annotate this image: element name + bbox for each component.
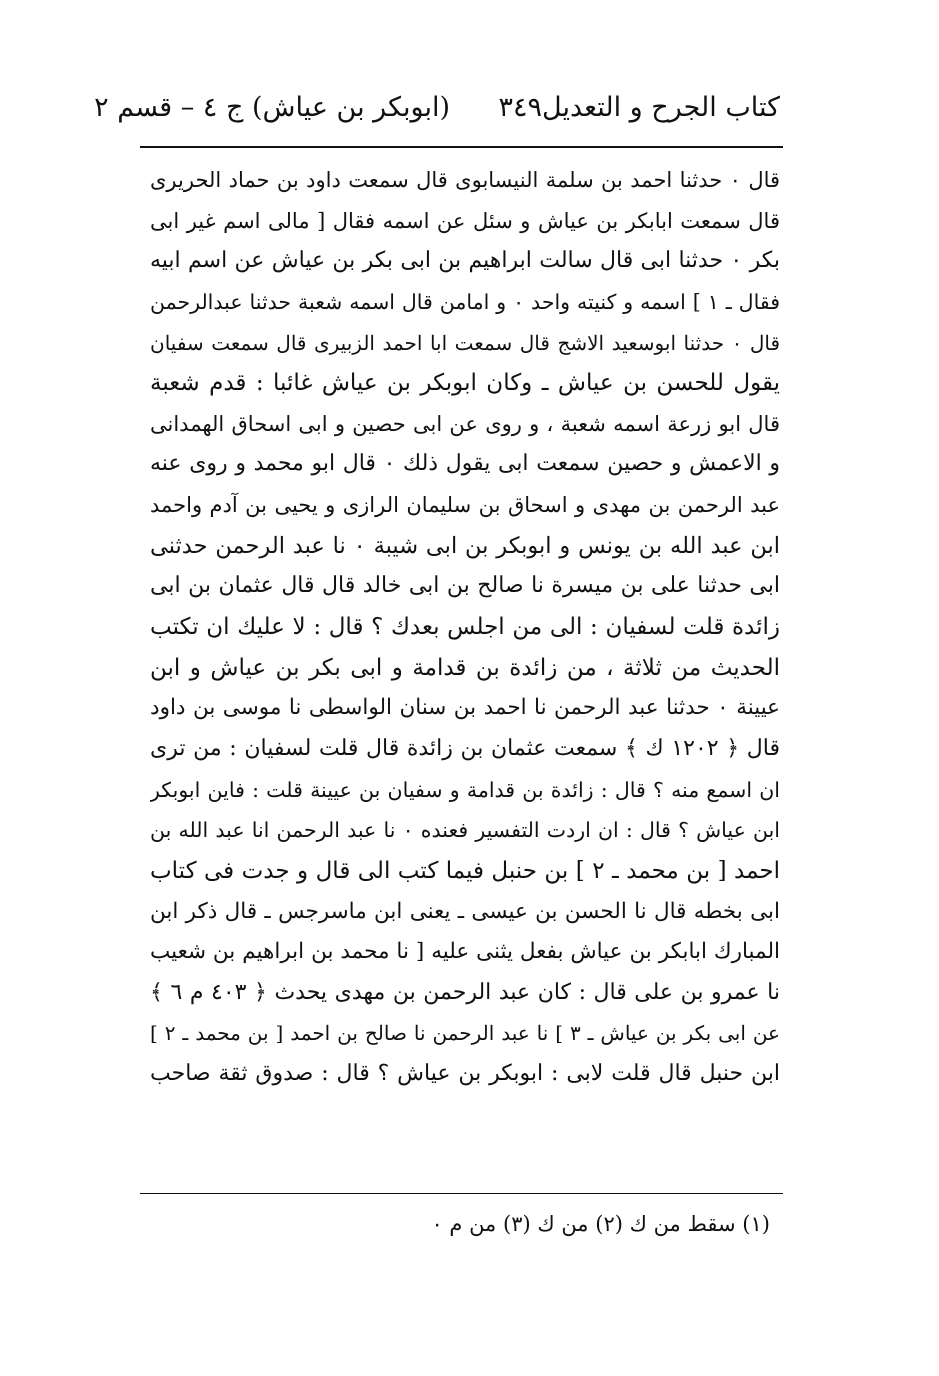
running-header xyxy=(94,92,780,142)
header-rule xyxy=(140,146,783,148)
footnote-rule xyxy=(140,1193,783,1194)
text-line: فقال ـ ١ ] اسمه و كنيته واحد ٠ و امامن قال اسمه شعبة حدثنا عبدالرحمن xyxy=(150,289,780,314)
text-line: المبارك ابابكر بن عياش بفعل يثنى عليه [ نا محمد بن ابراهيم بن شعيب xyxy=(150,939,780,965)
text-line: عن ابى بكر بن عياش ـ ٣ ] نا عبد الرحمن نا صالح بن احمد [ بن محمد ـ ٢ ] xyxy=(150,1021,780,1046)
text-line: قال سمعت ابابكر بن عياش و سئل عن اسمه فقال [ مالى اسم غير ابى xyxy=(150,208,780,233)
text-line: قال ﴿ ١٢٠٢ ك ﴾ سمعت عثمان بن زائدة قال قلت لسفيان : من ترى xyxy=(150,735,780,761)
text-line: نا عمرو بن على قال : كان عبد الرحمن بن مهدى يحدث ﴿ ٤٠٣ م ٦ ﴾ xyxy=(150,979,780,1005)
text-line: زائدة قلت لسفيان : الى من اجلس بعدك ؟ قال : لا عليك ان تكتب xyxy=(150,614,780,641)
text-line: الحديث من ثلاثة ، من زائدة بن قدامة و ابى بكر بن عياش و ابن xyxy=(150,654,780,681)
text-line: بكر ٠ حدثنا ابى قال سالت ابراهيم بن ابى بكر بن عياش عن اسم ابيه xyxy=(150,248,780,274)
text-line: احمد [ بن محمد ـ ٢ ] بن حنبل فيما كتب الى قال و جدت فى كتاب xyxy=(150,857,780,884)
text-line: ابى حدثنا على بن ميسرة نا صالح بن ابى خالد قال قال عثمان بن ابى xyxy=(150,573,780,599)
page-number: ٣٤٩ xyxy=(498,92,542,123)
text-line: ابن حنبل قال قلت لابى : ابوبكر بن عياش ؟ قال : صدوق ثقة صاحب xyxy=(150,1061,780,1087)
text-line: قال ٠ حدثنا احمد بن سلمة النيسابوى قال سمعت داود بن حماد الحريرى xyxy=(150,168,780,192)
text-line: عبد الرحمن بن مهدى و اسحاق بن سليمان الرازى و يحيى بن آدم واحمد xyxy=(150,493,780,518)
text-line: و الاعمش و حصين سمعت ابى يقول ذلك ٠ قال ابو محمد و روى عنه xyxy=(150,451,780,477)
text-line: ابن عياش ؟ قال : ان اردت التفسير فعنده ٠ نا عبد الرحمن انا عبد الله بن xyxy=(150,818,780,843)
text-line: عيينة ٠ حدثنا عبد الرحمن نا احمد بن سنان الواسطى نا موسى بن داود xyxy=(150,695,780,721)
text-line: يقول للحسن بن عياش ـ وكان ابوبكر بن عياش غائبا : قدم شعبة xyxy=(150,370,780,397)
main-text xyxy=(150,160,780,1095)
text-line: ان اسمع منه ؟ قال : زائدة بن قدامة و سفيان بن عيينة قلت : فاين ابوبكر xyxy=(150,777,780,802)
text-line: ابى بخطه قال نا الحسن بن عيسى ـ يعنى ابن ماسرجس ـ قال ذكر ابن xyxy=(150,898,780,924)
text-line: قال ابو زرعة اسمه شعبة ، و روى عن ابى حصين و ابى اسحاق الهمدانى xyxy=(150,411,780,436)
section-volume: (ابوبكر بن عياش) ج ٤ – قسم ٢ xyxy=(94,92,450,123)
book-title: كتاب الجرح و التعديل xyxy=(542,92,780,123)
text-line: ابن عبد الله بن يونس و ابوبكر بن ابى شيبة ٠ نا عبد الرحمن حدثنى xyxy=(150,532,780,559)
footnote: (١) سقط من ك (٢) من ك (٣) من م ٠ xyxy=(431,1212,770,1236)
text-line: قال ٠ حدثنا ابوسعيد الاشج قال سمعت ابا احمد الزبيرى قال سمعت سفيان xyxy=(150,330,780,355)
